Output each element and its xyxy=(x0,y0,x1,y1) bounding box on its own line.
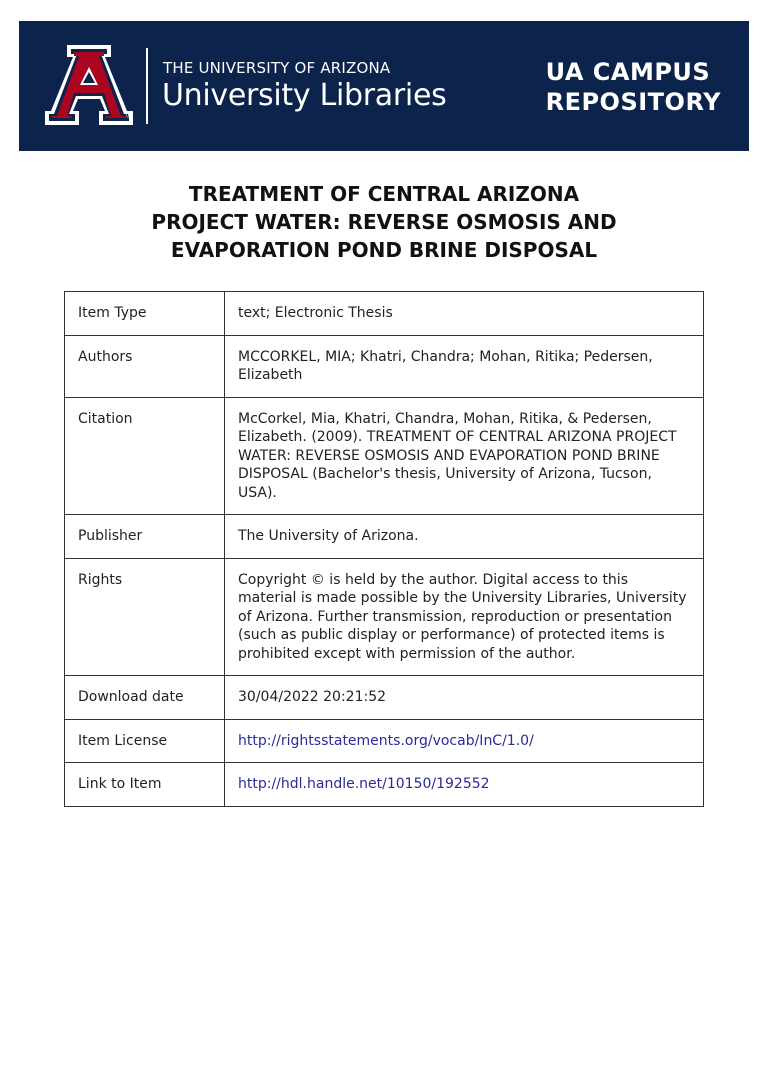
link-to-item-link[interactable]: http://hdl.handle.net/10150/192552 xyxy=(238,776,490,792)
document-title-line1: TREATMENT OF CENTRAL ARIZONA xyxy=(188,182,580,206)
citation-value: McCorkel, Mia, Khatri, Chandra, Mohan, Ritika, & Pedersen, Elizabeth. (2009). TREATMENT OF CENTRAL ARIZONA PROJECT WATER: REVERSE OSMOSIS AND EVAPORATION POND BRINE DISPOSAL (Bachelor's thesis, University of Arizona, Tucson, USA). xyxy=(225,397,704,515)
download-date-value: 30/04/2022 20:21:52 xyxy=(225,676,704,720)
metadata-row-link-to-item xyxy=(65,763,704,807)
rights-label: Rights xyxy=(65,558,225,676)
institution-name: THE UNIVERSITY OF ARIZONA xyxy=(163,59,391,77)
document-title-line2: PROJECT WATER: REVERSE OSMOSIS AND xyxy=(151,210,617,234)
publisher-label: Publisher xyxy=(65,515,225,559)
publisher-value: The University of Arizona. xyxy=(225,515,704,559)
item-type-value: text; Electronic Thesis xyxy=(225,292,704,336)
repository-name xyxy=(546,57,721,117)
item-license-link[interactable]: http://rightsstatements.org/vocab/InC/1.0/ xyxy=(238,732,534,749)
item-type-label: Item Type xyxy=(65,292,225,336)
metadata-row-authors xyxy=(65,335,704,397)
registered-mark-icon: ® xyxy=(125,111,134,121)
metadata-row-publisher xyxy=(65,515,704,559)
citation-label: Citation xyxy=(65,397,225,515)
metadata-row-citation xyxy=(65,397,704,515)
document-title xyxy=(64,180,704,264)
library-name: University Libraries xyxy=(162,78,447,113)
header-banner xyxy=(19,21,749,151)
metadata-row-rights xyxy=(65,558,704,676)
item-license-label: Item License xyxy=(65,719,225,763)
rights-value: Copyright © is held by the author. Digital access to this material is made possible by the University Libraries, University of Arizona. Further transmission, reproduction or presentation (such as public display or performance) of protected items is prohibited except with permission of the author. xyxy=(225,558,704,676)
repository-name-line1: UA CAMPUS xyxy=(545,58,711,86)
metadata-row-item-type xyxy=(65,292,704,336)
link-to-item-label: Link to Item xyxy=(65,763,225,807)
block-a-logo-icon xyxy=(43,45,135,125)
document-title-line3: EVAPORATION POND BRINE DISPOSAL xyxy=(170,238,598,262)
metadata-row-item-license xyxy=(65,719,704,763)
repository-name-line2: REPOSITORY xyxy=(545,88,721,116)
download-date-label: Download date xyxy=(65,676,225,720)
header-divider xyxy=(146,48,148,124)
link-to-item-cell xyxy=(225,763,704,807)
item-license-cell xyxy=(225,719,704,763)
metadata-table xyxy=(64,291,704,807)
authors-value: MCCORKEL, MIA; Khatri, Chandra; Mohan, Ritika; Pedersen, Elizabeth xyxy=(225,335,704,397)
authors-label: Authors xyxy=(65,335,225,397)
metadata-row-download-date xyxy=(65,676,704,720)
